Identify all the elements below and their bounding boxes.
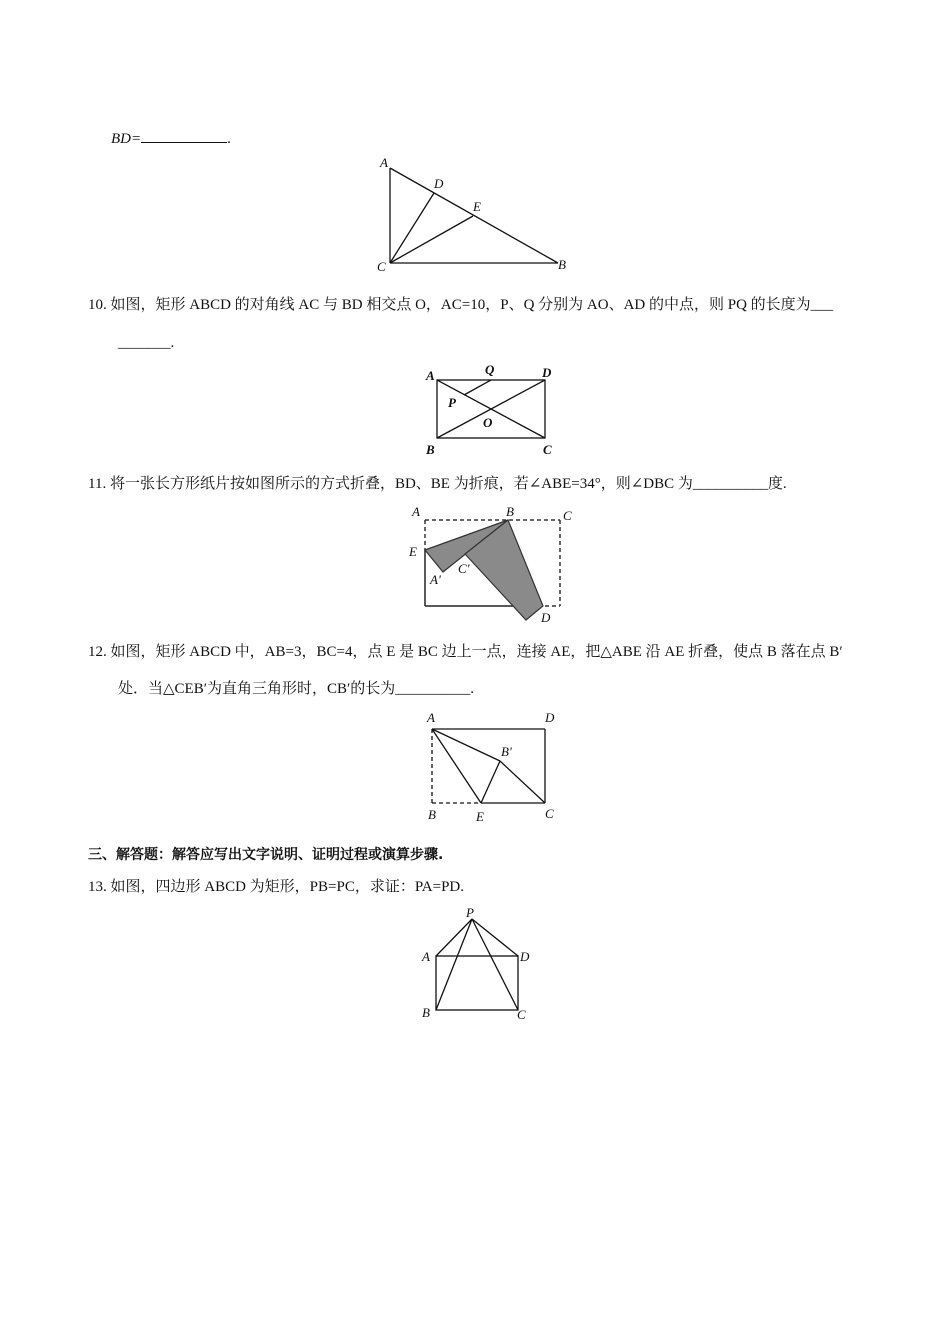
q12-label-A: A (427, 710, 435, 725)
q9-label-E: E (473, 199, 481, 214)
q10-answer-blank[interactable]: _______. (118, 335, 175, 351)
q12-label-C: C (545, 806, 554, 821)
q10-text: 如图，矩形 ABCD 的对角线 AC 与 BD 相交点 O，AC=10，P、Q 分别为 AO、AD 的中点，则 PQ 的长度为___ (110, 297, 834, 313)
q9-answer-line (111, 128, 231, 149)
q11-line (88, 474, 787, 494)
q13-figure (414, 902, 539, 1024)
q12-label-B1: B′ (501, 744, 512, 759)
q12-figure (418, 706, 568, 828)
q9-label-A: A (380, 155, 388, 170)
q10-line-1 (88, 295, 833, 315)
q10-label-O: O (483, 415, 493, 430)
q11-number: 11. (88, 476, 107, 492)
q9-answer-blank[interactable] (141, 128, 227, 143)
q10-figure (420, 360, 565, 460)
q11-label-E: E (409, 544, 417, 559)
q13-text: 如图，四边形 ABCD 为矩形，PB=PC，求证：PA=PD. (110, 879, 465, 895)
q12-label-D: D (545, 710, 555, 725)
q12-line-2 (118, 679, 474, 699)
q11-label-D: D (541, 610, 551, 625)
q12-text: 如图，矩形 ABCD 中，AB=3，BC=4，点 E 是 BC 边上一点，连接 AE，把△ABE 沿 AE 折叠，使点 B 落在点 B′ (110, 644, 843, 660)
q11-label-B: B (506, 504, 514, 519)
q9-label-B: B (558, 257, 566, 272)
q10-label-C: C (543, 442, 552, 457)
q11-label-C: C (563, 508, 572, 523)
q10-label-P: P (448, 395, 456, 410)
q13-label-D: D (520, 949, 530, 964)
q13-label-B: B (422, 1005, 430, 1020)
q9-label-C: C (377, 259, 386, 274)
q9-figure (372, 155, 577, 277)
q11-label-A: A (412, 504, 420, 519)
q9-label: BD= (111, 131, 142, 147)
q12-number: 12. (88, 644, 107, 660)
q10-label-A: A (426, 368, 435, 383)
q9-label-D: D (434, 176, 444, 191)
q10-label-D: D (542, 365, 552, 380)
q13-number: 13. (88, 879, 107, 895)
q13-line (88, 877, 464, 897)
q13-label-P: P (466, 905, 474, 920)
q12-cont[interactable]: 处．当△CEB′为直角三角形时，CB′的长为__________. (118, 681, 475, 697)
q10-line-2[interactable] (118, 333, 174, 353)
q10-label-Q: Q (485, 362, 495, 377)
q10-number: 10. (88, 297, 107, 313)
q13-label-C: C (517, 1007, 526, 1022)
q9-end: . (227, 131, 231, 147)
q11-label-A1: A' (430, 572, 441, 587)
q11-text: 将一张长方形纸片按如图所示的方式折叠，BD、BE 为折痕，若∠ABE=34°，则∠DBC 为__________度. (109, 476, 787, 492)
q11-figure (405, 502, 580, 626)
q11-label-C1: C' (458, 561, 470, 576)
q12-line-1 (88, 642, 843, 662)
q12-label-E: E (476, 809, 484, 824)
section-3-heading: 三、解答题：解答应写出文字说明、证明过程或演算步骤. (88, 847, 444, 863)
q12-label-B: B (428, 807, 436, 822)
q10-label-B: B (426, 442, 435, 457)
q13-label-A: A (422, 949, 430, 964)
